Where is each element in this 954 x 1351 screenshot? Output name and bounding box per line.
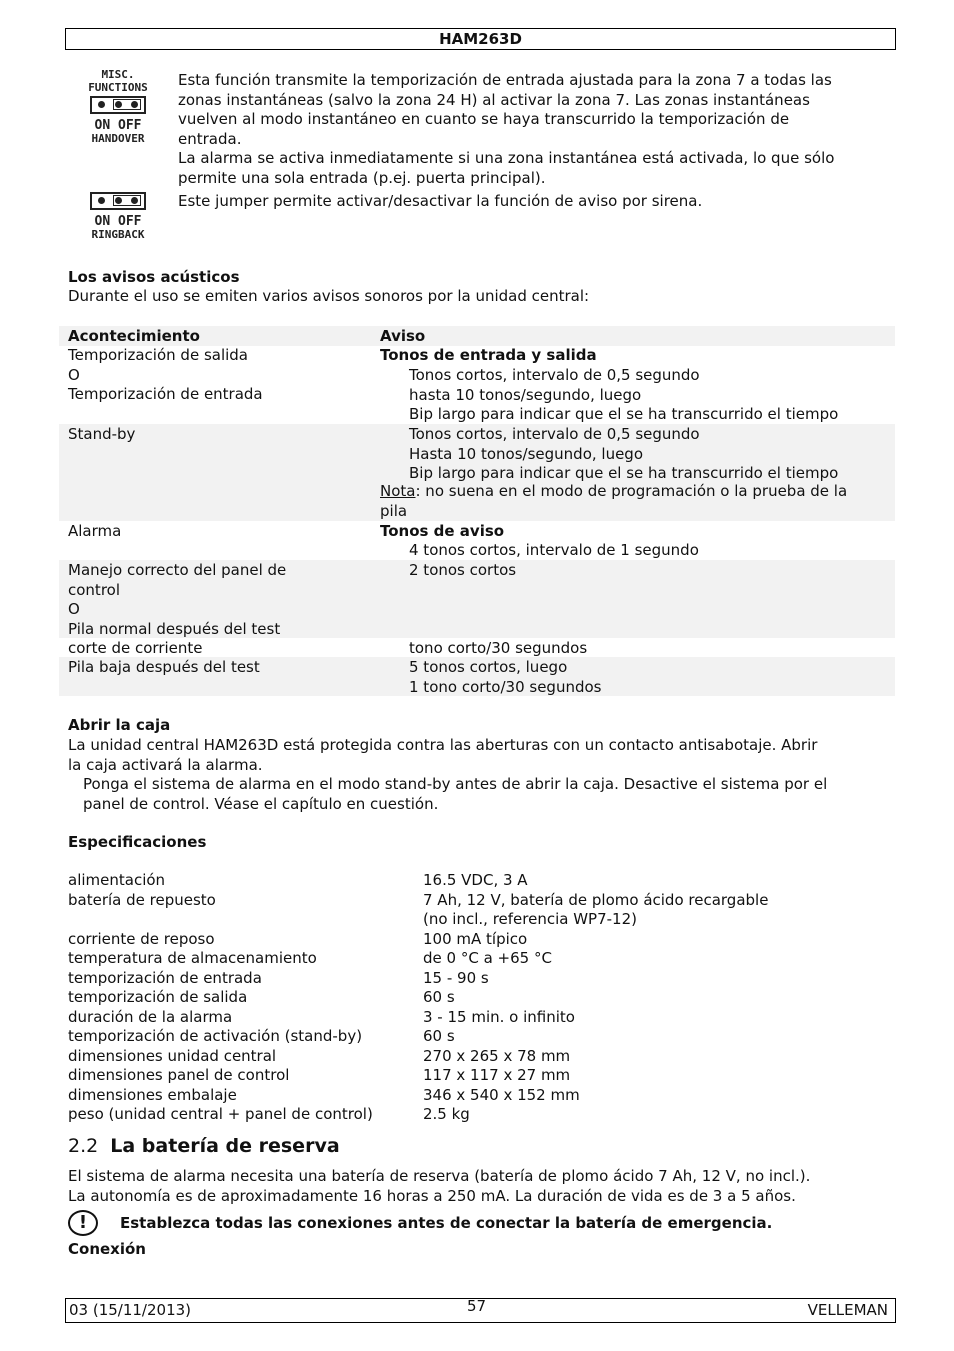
- section-title: La batería de reserva: [110, 1135, 340, 1157]
- page-header: [65, 28, 896, 50]
- section-number: 2.2: [68, 1135, 99, 1157]
- col-aviso-header: Aviso: [380, 327, 426, 345]
- ringback-description: Este jumper permite activar/desactivar la función de aviso por sirena.: [178, 192, 703, 210]
- jumper-functions-label: FUNCTIONS: [88, 81, 148, 94]
- table-row-aviso: tono corto/30 segundos: [409, 639, 588, 657]
- table-row-aviso: 2 tonos cortos: [409, 561, 517, 579]
- table-row-note: Nota: no suena en el modo de programación o la prueba de la pila: [380, 482, 848, 520]
- warning-icon: !: [68, 1210, 98, 1236]
- spec-labels: alimentación batería de repuesto corriente de reposo temperatura de almacenamiento temporización de entrada temporización de salida duración de la alarma temporización de activación (stand-by) dimensiones unidad central dimensiones panel de control dimensiones embalaje peso (unidad central + panel de control): [68, 871, 373, 1123]
- avisos-heading: Los avisos acústicos: [68, 268, 240, 286]
- handover-description: Esta función transmite la temporización de entrada ajustada para la zona 7 a todas las zonas instantáneas (salvo la zona 24 H) al activar la zona 7. Las zonas instantáneas vuelven al modo instantáneo en cuanto se haya transcurrido la temporización de entrada. La alarma se activa inmediatamente si una zona instantánea está activada, lo que sólo permite una sola entrada (p.ej. puerta principal).: [178, 71, 835, 187]
- table-row-aviso: Tonos cortos, intervalo de 0,5 segundo hasta 10 tonos/segundo, luego Bip largo para indicar que el se ha transcurrido el tiempo: [409, 366, 839, 423]
- avisos-intro: Durante el uso se emiten varios avisos sonoros por la unidad central:: [68, 287, 590, 305]
- spec-values: 16.5 VDC, 3 A 7 Ah, 12 V, batería de plomo ácido recargable (no incl., referencia WP7-12) 100 mA típico de 0 °C a +65 °C 15 - 90 s 60 s 3 - 15 min. o infinito 60 s 270 x 265 x 78 mm 117 x 117 x 27 mm 346 x 540 x 152 mm 2.5 kg: [423, 871, 769, 1123]
- table-row-event: Manejo correcto del panel de control O Pila normal después del test: [68, 561, 287, 638]
- handover-jumper-image: [82, 68, 154, 145]
- specs-heading: Especificaciones: [68, 833, 207, 851]
- page-footer: [65, 1298, 896, 1323]
- footer-brand: VELLEMAN: [807, 1301, 888, 1319]
- jumper-misc-label: MISC.: [101, 68, 135, 81]
- warning-text: Establezca todas las conexiones antes de conectar la batería de emergencia.: [120, 1214, 773, 1232]
- jumper-pins-icon: [90, 96, 146, 114]
- table-row-title: Tonos de entrada y salida: [380, 346, 597, 364]
- bateria-text: El sistema de alarma necesita una batería de reserva (batería de plomo ácido 7 Ah, 12 V, no incl.). La autonomía es de aproximadamente 16 horas a 250 mA. La duración de vida es de 3 a 5 años.: [68, 1167, 811, 1205]
- jumper-handover-label: HANDOVER: [91, 132, 145, 145]
- footer-date: 03 (15/11/2013): [69, 1301, 192, 1319]
- jumper-ringback-label: RINGBACK: [91, 228, 145, 241]
- table-row-title: Tonos de aviso: [380, 522, 505, 540]
- table-row-event: Temporización de salida O Temporización de entrada: [68, 346, 263, 403]
- caja-heading: Abrir la caja: [68, 716, 171, 734]
- table-row-event: Pila baja después del test: [68, 658, 260, 676]
- table-row-aviso: 4 tonos cortos, intervalo de 1 segundo: [409, 541, 699, 559]
- section-heading: [68, 1134, 340, 1158]
- ringback-jumper-image: [82, 190, 154, 241]
- page-number: 57: [467, 1297, 487, 1315]
- jumper-onoff-label: ON OFF: [94, 214, 142, 229]
- table-row-aviso: 5 tonos cortos, luego 1 tono corto/30 segundos: [409, 658, 602, 696]
- header-model: HAM263D: [439, 30, 522, 48]
- table-row-event: Alarma: [68, 522, 122, 540]
- caja-text: La unidad central HAM263D está protegida contra las aberturas con un contacto antisabotaje. Abrir la caja activará la alarma.: [68, 736, 818, 774]
- caja-instruction: Ponga el sistema de alarma en el modo stand-by antes de abrir la caja. Desactive el sistema por el panel de control. Véase el capítulo en cuestión.: [83, 775, 828, 813]
- table-row-event: Stand-by: [68, 425, 136, 443]
- jumper-onoff-label: ON OFF: [94, 118, 142, 133]
- jumper-pins-icon: [90, 192, 146, 210]
- col-event-header: Acontecimiento: [68, 327, 200, 345]
- table-row-event: corte de corriente: [68, 639, 203, 657]
- table-row-aviso: Tonos cortos, intervalo de 0,5 segundo Hasta 10 tonos/segundo, luego Bip largo para indicar que el se ha transcurrido el tiempo: [409, 425, 839, 482]
- conexion-heading: Conexión: [68, 1240, 146, 1258]
